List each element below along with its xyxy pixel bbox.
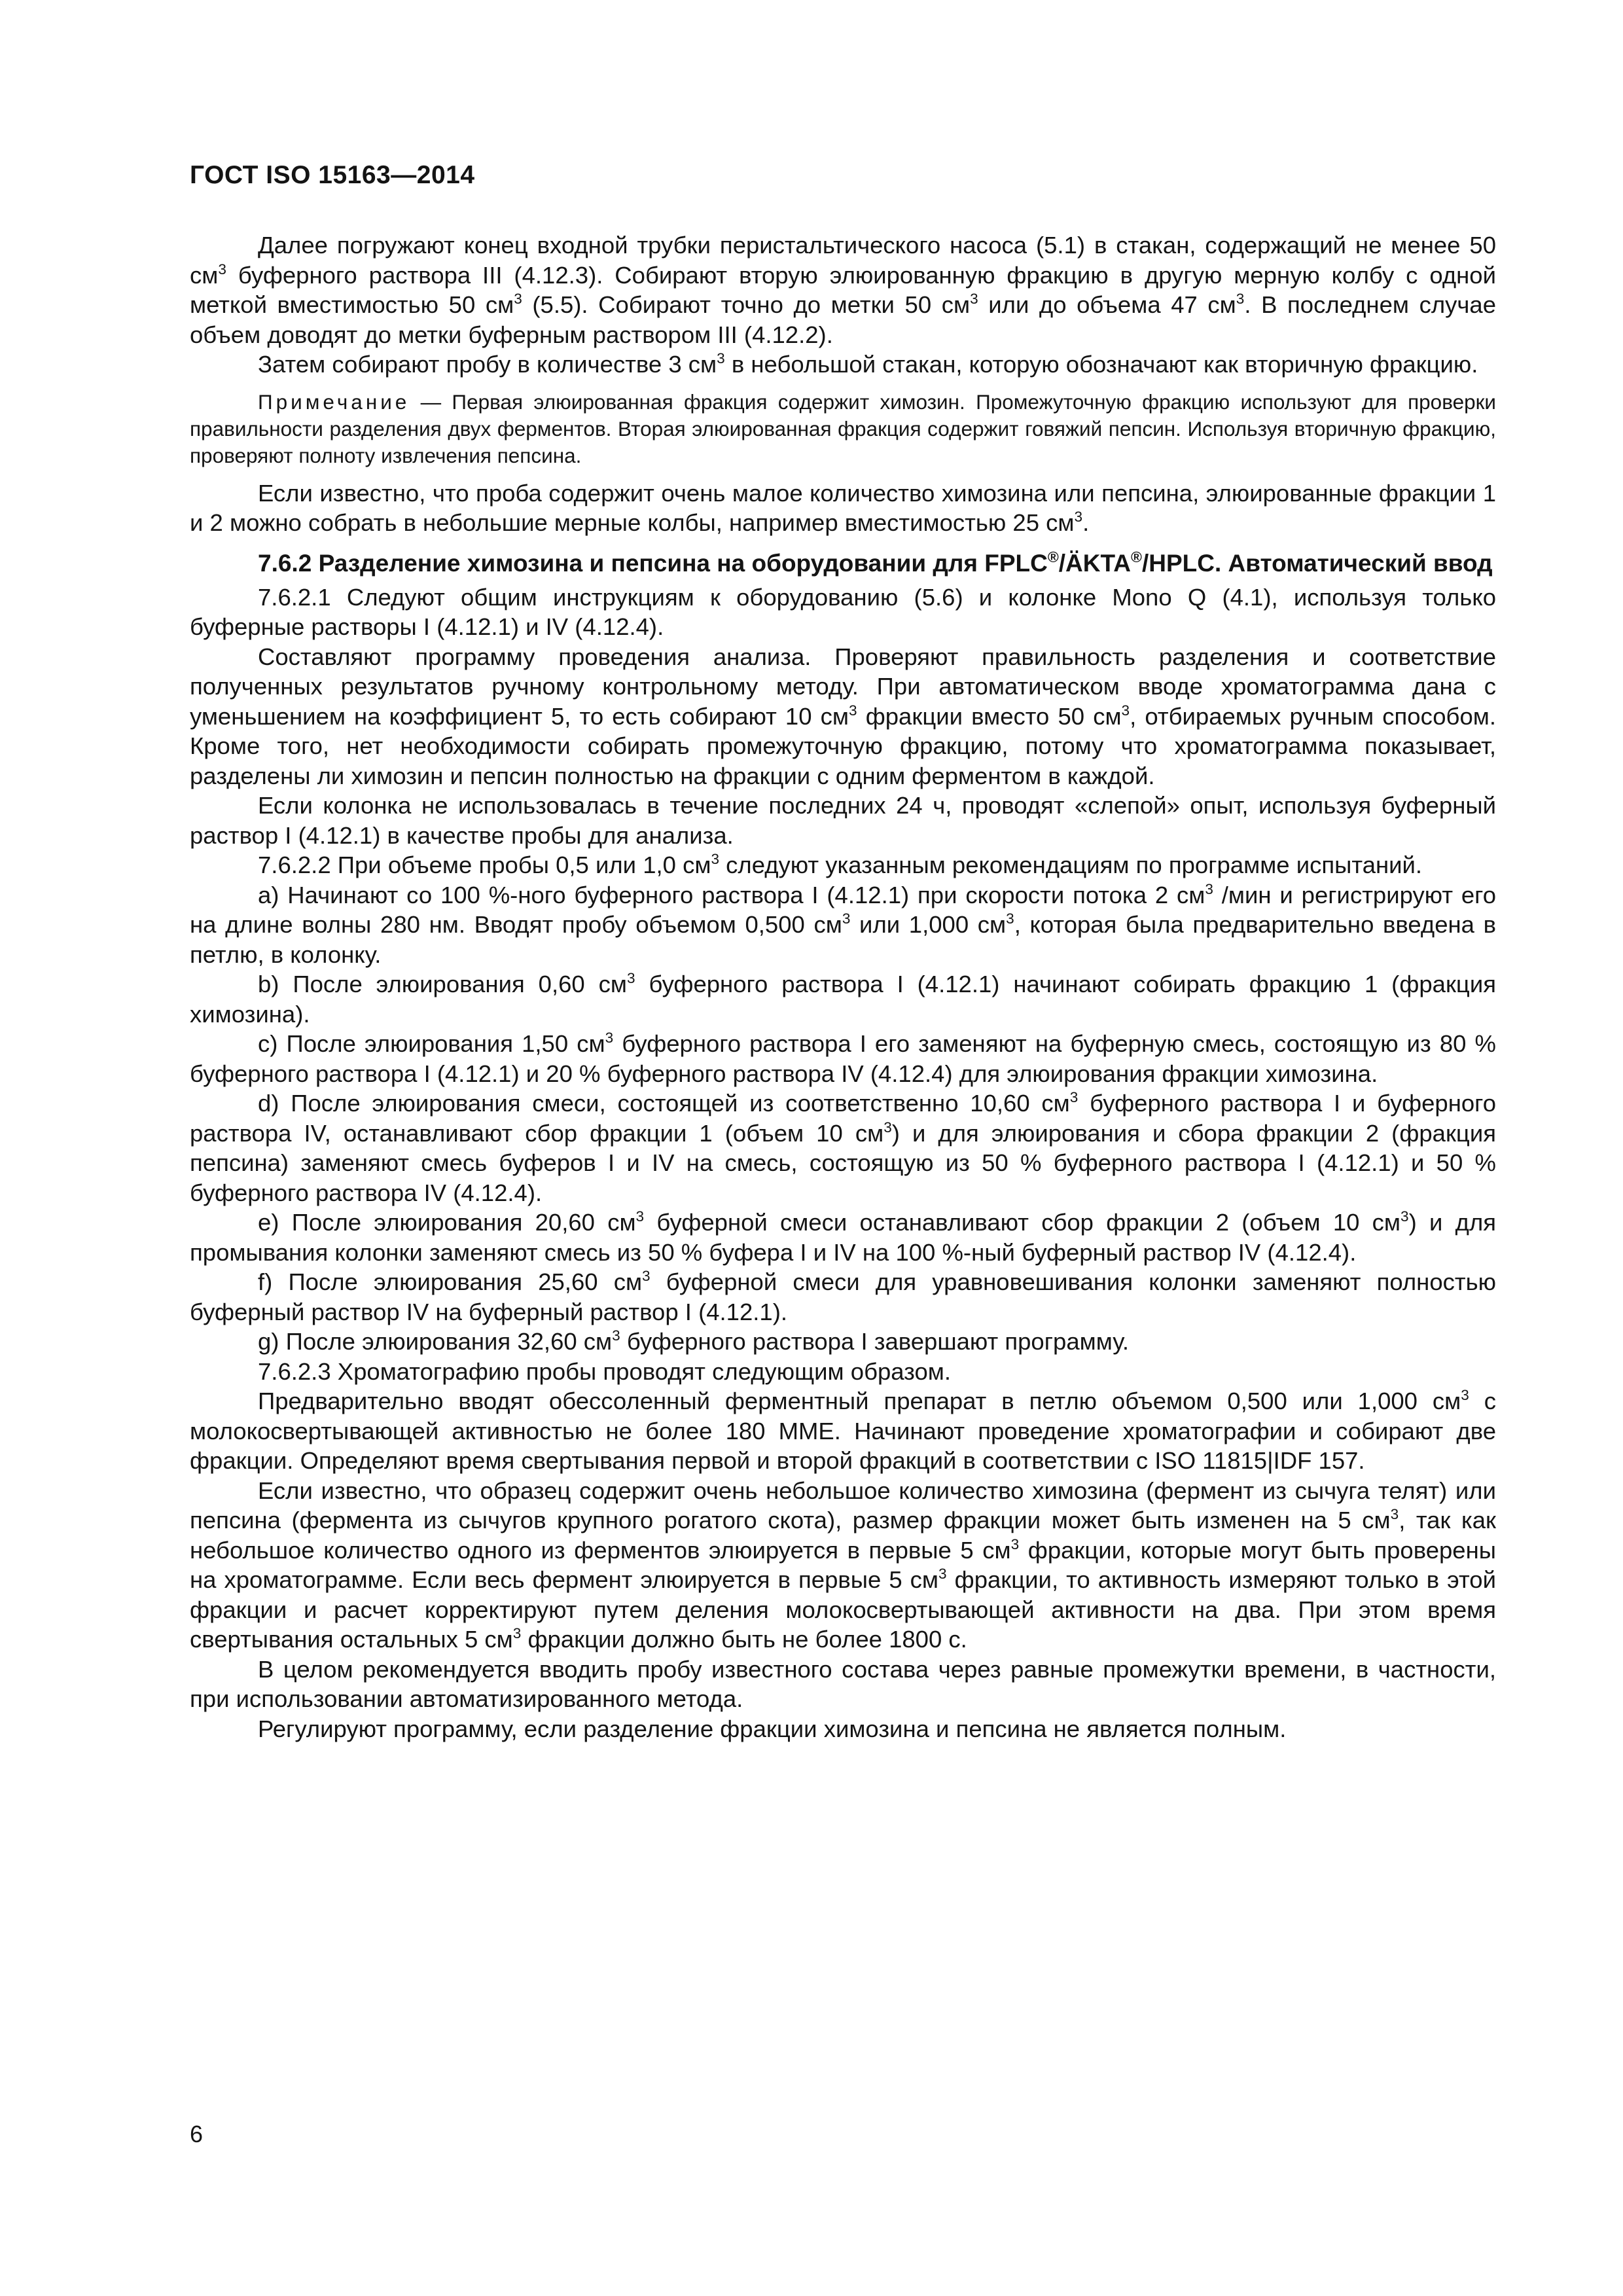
document-header: ГОСТ ISO 15163—2014 [190,161,475,189]
note-label: Примечание [258,389,410,414]
body-paragraph: d) После элюирования смеси, состоящей из соответственно 10,60 $см^3$ буферного раствора I и буферного раствора IV, останавливают сбор фракции 1 (объем 10 $см^3$) и для элюирования и сбора фракции 2 (фракция пепсина) заменяют смесь буферов I и IV на смесь, состоящую из 50 % буферного раствора I (4.12.1) и 50 % буферного раствора IV (4.12.4). [190,1088,1496,1206]
body-paragraph: Регулируют программу, если разделение фракции химозина и пепсина не является полным. [258,1715,1287,1742]
body-paragraph: Предварительно вводят обессоленный ферментный препарат в петлю объемом 0,500 или 1,000 $см^3$ с молокосвертывающей активностью не более 180 MME. Начинают проведение хроматографии и собирают две фракции. Определяют время свертывания первой и второй фракций в соответствии с ISO 11815|IDF 157. [190,1386,1496,1474]
page-number: 6 [190,2121,204,2147]
body-paragraph: f) После элюирования 25,60 $см^3$ буферной смеси для уравновешивания колонки заменяют полностью буферный раствор IV на буферный раствор I (4.12.1). [190,1267,1496,1325]
body-paragraph: Если известно, что проба содержит очень малое количество химозина или пепсина, элюированные фракции 1 и 2 можно собрать в небольшие мерные колбы, например вместимостью 25 $см^3$. [190,479,1496,536]
section-heading: 7.6.2 Разделение химозина и пепсина на оборудовании для FPLC®/ÄKTA®/HPLC. Автоматический ввод [258,548,1493,577]
body-paragraph: b) После элюирования 0,60 $см^3$ буферного раствора I (4.12.1) начинают собирать фракцию 1 (фракция химозина). [190,969,1496,1028]
body-paragraph: a) Начинают со 100 %-ного буферного раствора I (4.12.1) при скорости потока 2 $см^3$ /мин и регистрируют его на длине волны 280 нм. Вводят пробу объемом 0,500 $см^3$ или 1,000 $см^3$, которая была предварительно введена в петлю, в колонку. [190,880,1497,968]
body-paragraph: g) После элюирования 32,60 $см^3$ буферного раствора I завершают программу. [258,1327,1129,1355]
body-paragraph: e) После элюирования 20,60 $см^3$ буферной смеси останавливают сбор фракции 2 (объем 10 $см^3$) и для промывания колонки заменяют смесь из 50 % буфера I и IV на 100 %-ный буферный раствор IV (4.12.4). [190,1208,1497,1266]
document-body [190,230,1496,1744]
note-paragraph: Примечание — Первая элюированная фракция содержит химозин. Промежуточную фракцию используют для проверки правильности разделения двух ферментов. Вторая элюированная фракция содержит говяжий пепсин. Используя вторичную фракцию, проверяют полноту извлечения пепсина. [190,389,1496,467]
body-paragraph: Если известно, что образец содержит очень небольшое количество химозина (фермент из сычуга телят) или пепсина (фермента из сычугов крупного рогатого скота), размер фракции может быть изменен на 5 $см^3$, так как небольшое количество одного из ферментов элюируется в первые 5 $см^3$ фракции, которые могут быть проверены на хроматограмме. Если весь фермент элюируется в первые 5 $см^3$ фракции, то активность измеряют только в этой фракции и расчет корректируют путем деления молокосвертывающей активности на два. При этом время свертывания остальных 5 $см^3$ фракции должно быть не более 1800 с. [190,1477,1496,1653]
body-paragraph: 7.6.2.1 Следуют общим инструкциям к оборудованию (5.6) и колонке Mono Q (4.1), используя только буферные растворы I (4.12.1) и IV (4.12.4). [190,583,1496,640]
body-paragraph: 7.6.2.2 При объеме пробы 0,5 или 1,0 $см^3$ следуют указанным рекомендациям по программе испытаний. [258,850,1423,878]
body-paragraph: Если колонка не использовалась в течение последних 24 ч, проводят «слепой» опыт, используя буферный раствор I (4.12.1) в качестве пробы для анализа. [190,792,1496,849]
body-paragraph: 7.6.2.3 Хроматографию пробы проводят следующим образом. [258,1357,952,1385]
body-paragraph: В целом рекомендуется вводить пробу известного состава через равные промежутки времени, в частности, при использовании автоматизированного метода. [190,1655,1496,1712]
body-paragraph: Затем собирают пробу в количестве 3 $см^3$ в небольшой стакан, которую обозначают как вторичную фракцию. [258,350,1478,378]
body-paragraph: c) После элюирования 1,50 $см^3$ буферного раствора I его заменяют на буферную смесь, состоящую из 80 % буферного раствора I (4.12.1) и 20 % буферного раствора IV (4.12.4) для элюирования фракции химозина. [190,1029,1496,1087]
body-paragraph: Составляют программу проведения анализа. Проверяют правильность разделения и соответствие полученных результатов ручному контрольному методу. При автоматическом вводе хроматограмма дана с уменьшением на коэффициент 5, то есть собирают 10 $см^3$ фракции вместо 50 $см^3$, отбираемых ручным способом. Кроме того, нет необходимости собирать промежуточную фракцию, потому что хроматограмма показывает, разделены ли химозин и пепсин полностью на фракции с одним ферментом в каждой. [190,643,1496,789]
body-paragraph: Далее погружают конец входной трубки перистальтического насоса (5.1) в стакан, содержащий не менее 50 $см^3$ буферного раствора III (4.12.3). Собирают вторую элюированную фракцию в другую мерную колбу с одной меткой вместимостью 50 $см^3$ (5.5). Собирают точно до метки 50 $см^3$ или до объема 47 $см^3$. В последнем случае объем доводят до метки буферным раствором III (4.12.2). [190,232,1496,348]
